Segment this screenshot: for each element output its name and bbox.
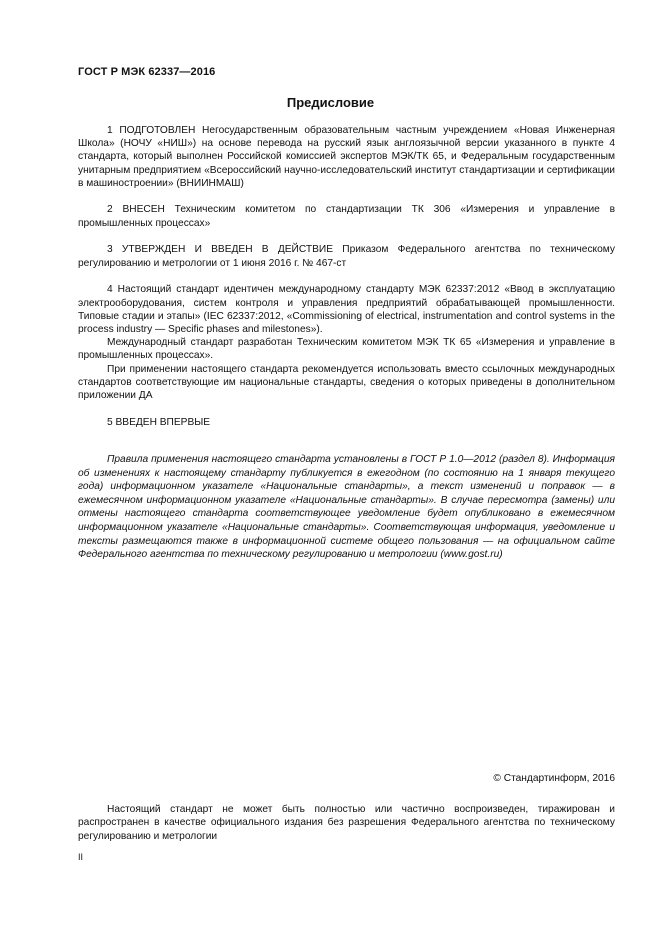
copyright: © Стандартинформ, 2016 (493, 773, 615, 784)
reproduction-notice (78, 803, 615, 843)
item-3: 3 УТВЕРЖДЕН И ВВЕДЕН В ДЕЙСТВИЕ Приказом Федерального агентства по техническому регулированию и метрологии от 1 июня 2016 г. № 467-ст (78, 244, 615, 269)
item-4: 4 Настоящий стандарт идентичен международному стандарту МЭК 62337:2012 «Ввод в эксплуатацию электрооборудования, систем контроля и управления предприятий обрабатывающей промышленности. Типовые стадии и этапы» (IEC 62337:2012, «Commissioning of electrical, instrumentation and control systems in the process industry — Specific phases and milestones»). (78, 284, 615, 336)
standard-code: ГОСТ Р МЭК 62337—2016 (78, 66, 216, 78)
application-rules (78, 453, 615, 562)
item-1: 1 ПОДГОТОВЛЕН Негосударственным образовательным частным учреждением «Новая Инженерная Школа» (НОЧУ «НИШ») на основе перевода на русский язык англоязычной версии указанного в пункте 4 стандарта, который выполнен Российской комиссией экспертов МЭК/ТК 65, и Федеральным государственным унитарным предприятием «Всероссийский научно-исследовательский институт стандартизации и сертификации в машиностроении» (ВНИИНМАШ) (78, 125, 615, 189)
item-4-note-1: Международный стандарт разработан Техническим комитетом МЭК ТК 65 «Измерения и управление в промышленных процессах». (78, 337, 615, 362)
rules-text: Правила применения настоящего стандарта установлены в ГОСТ Р 1.0—2012 (раздел 8). Информация об изменениях к настоящему стандарту публикуется в ежегодном (по состоянию на 1 января текущего года) информационном указателе «Национальные стандарты», а текст изменений и поправок — в ежемесячном информационном указателе «Национальные стандарты». В случае пересмотра (замены) или отмены настоящего стандарта соответствующее уведомление будет опубликовано в ежемесячном информационном указателе «Национальные стандарты». Соответствующая информация, уведомление и тексты размещаются также в информационной системе общего пользования — на официальном сайте Федерального агентства по техническому регулированию и метрологии (www.gost.ru) (78, 454, 615, 561)
preface-body (78, 124, 615, 429)
notice-text: Настоящий стандарт не может быть полностью или частично воспроизведен, тиражирован и распространен в качестве официального издания без разрешения Федерального агентства по техническому регулированию и метрологии (78, 804, 615, 842)
item-5: 5 ВВЕДЕН ВПЕРВЫЕ (107, 416, 211, 428)
page-number: II (78, 852, 84, 862)
page-title: Предисловие (286, 95, 375, 110)
item-4-note-2: При применении настоящего стандарта рекомендуется использовать вместо ссылочных международных стандартов соответствующие им национальные стандарты, сведения о которых приведены в дополнительном приложении ДА (78, 363, 615, 402)
item-2: 2 ВНЕСЕН Техническим комитетом по стандартизации ТК 306 «Измерения и управление в промышленных процессах» (78, 204, 615, 229)
